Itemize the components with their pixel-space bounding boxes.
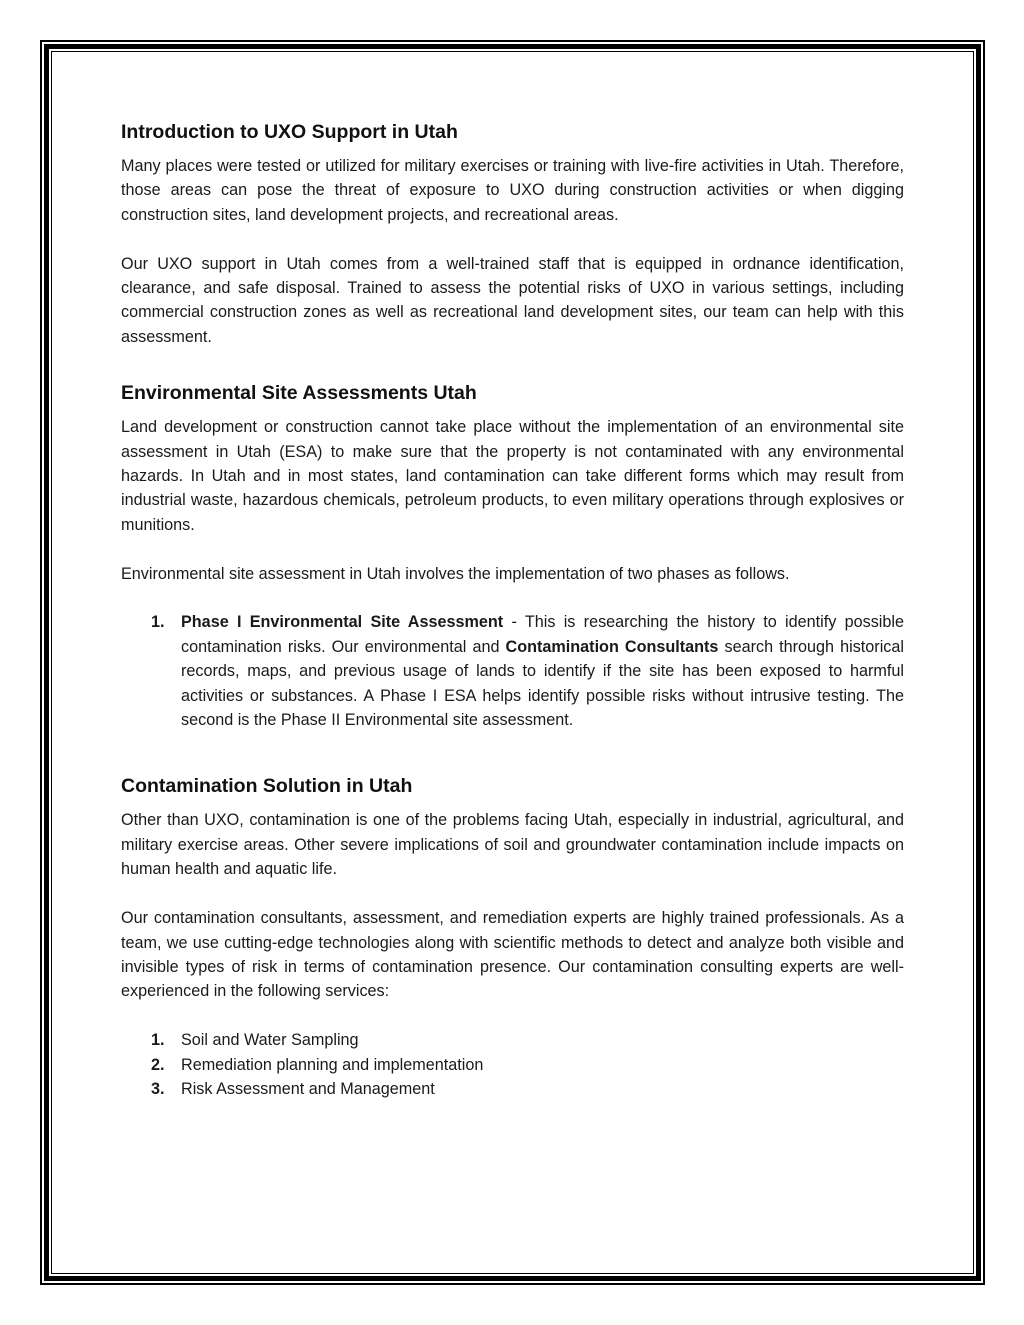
service-label: Soil and Water Sampling [181, 1031, 359, 1050]
document-body [121, 119, 904, 1101]
list-item [121, 1053, 904, 1077]
contamination-paragraph-2: Our contamination consultants, assessment, and remediation experts are highly trained professionals. As a team, we use cutting-edge technologies along with scientific methods to detect and analyze both visible and invisible types of risk in terms of contamination presence. Our contamination consulting experts are well-experienced in the following services: [121, 909, 904, 1001]
phase-title: Phase I Environmental Site Assessment [181, 613, 504, 632]
list-item [121, 1077, 904, 1101]
phase-list [121, 610, 904, 732]
services-list [121, 1028, 904, 1101]
list-item [121, 1028, 904, 1052]
phase-text-2: search through historical records, maps, and previous usage of lands to identify if the site has been exposed to harmful activities or substances. A Phase I ESA helps identify possible risks without intrusive testing. The second is the Phase II Environmental site assessment. [181, 637, 904, 730]
list-number: 3. [151, 1079, 165, 1098]
contamination-consultants-link[interactable]: Contamination Consultants [505, 637, 719, 656]
list-number: 1. [151, 1031, 165, 1050]
uxo-paragraph-2: Our UXO support in Utah comes from a well-trained staff that is equipped in ordnance identification, clearance, and safe disposal. Trained to assess the potential risks of UXO in various settings, including commercial construction zones as well as recreational land development sites, our team can help with this assessment. [121, 254, 904, 346]
service-label: Risk Assessment and Management [181, 1079, 435, 1098]
phase-text-1: - This is researching the history to identify possible contamination risks. Our environmental and [181, 613, 904, 656]
list-number: 2. [151, 1055, 165, 1074]
esa-paragraph-2: Environmental site assessment in Utah involves the implementation of two phases as follows. [121, 564, 790, 583]
service-label: Remediation planning and implementation [181, 1055, 484, 1074]
contamination-paragraph-1: Other than UXO, contamination is one of the problems facing Utah, especially in industrial, agricultural, and military exercise areas. Other severe implications of soil and groundwater contamination include impacts on human health and aquatic life. [121, 811, 904, 879]
section-heading-contamination: Contamination Solution in Utah [121, 775, 413, 798]
esa-paragraph-1: Land development or construction cannot take place without the implementation of an environmental site assessment in Utah (ESA) to make sure that the property is not contaminated with any environmental hazards. In Utah and in most states, land contamination can take different forms which may result from industrial waste, hazardous chemicals, petroleum products, to even military operations through explosives or munitions. [121, 418, 904, 534]
list-number: 1. [151, 613, 165, 632]
uxo-paragraph-1: Many places were tested or utilized for military exercises or training with live-fire activities in Utah. Therefore, those areas can pose the threat of exposure to UXO during construction activities or when digging construction sites, land development projects, and recreational areas. [121, 157, 904, 224]
section-heading-esa: Environmental Site Assessments Utah [121, 382, 477, 405]
section-heading-uxo: Introduction to UXO Support in Utah [121, 121, 458, 143]
phase-list-item [121, 610, 904, 732]
